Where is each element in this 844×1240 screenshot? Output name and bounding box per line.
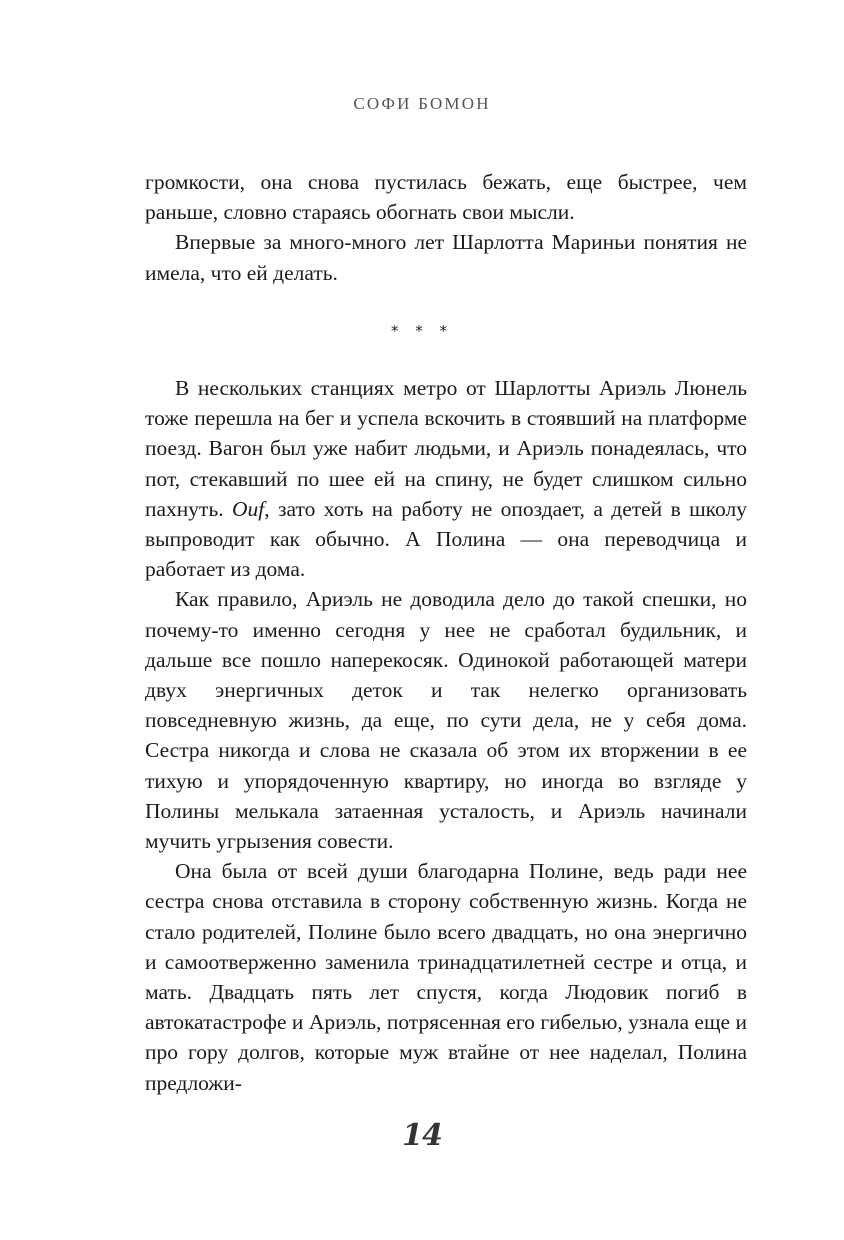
italic-foreign-word: Ouf: [232, 496, 265, 521]
paragraph-text: , зато хоть на работу не опоздает, а детей в школу выпроводит как обычно. А Полина — она переводчица и работает из дома.: [145, 496, 747, 582]
text-section-one: [145, 167, 747, 288]
text-section-two: [145, 373, 747, 1098]
paragraph: [145, 373, 747, 584]
paragraph: Она была от всей души благодарна Полине, ведь ради нее сестра снова отставила в сторону собственную жизнь. Когда не стало родителей, Полине было всего двадцать, но она энергично и самоотверженно заменила тринадцатилетней сестре и отца, и мать. Двадцать пять лет спустя, когда Людовик погиб в автокатастрофе и Ариэль, потрясенная его гибелью, узнала еще и про гору долгов, которые муж втайне от нее наделал, Полина предложи-: [145, 859, 747, 1095]
paragraph: Как правило, Ариэль не доводила дело до такой спешки, но почему-то именно сегодня у нее не сработал будильник, и дальше все пошло наперекосяк. Одинокой работающей матери двух энергичных деток и так нелегко организовать повседневную жизнь, да еще, по сути дела, не у себя дома. Сестра никогда и слова не сказала об этом их вторжении в ее тихую и упорядоченную квартиру, но иногда во взгляде у Полины мелькала затаенная усталость, и Ариэль начинали мучить угрызения совести.: [145, 587, 747, 854]
paragraph: громкости, она снова пустилась бежать, еще быстрее, чем раньше, словно стараясь обогнать свои мысли.: [145, 170, 747, 225]
paragraph: Впервые за много-много лет Шарлотта Мариньи понятия не имела, что ей делать.: [145, 230, 747, 285]
paragraph-text: В нескольких станциях метро от Шарлотты Ариэль Люнель тоже перешла на бег и успела вскочить в стоявший на платформе поезд. Вагон был уже набит людьми, и Ариэль понадеялась, что пот, стекавший по шее ей на спину, не будет слишком сильно пахнуть.: [145, 376, 747, 521]
page-number: 14: [402, 1118, 442, 1153]
running-head: СОФИ БОМОН: [353, 94, 491, 113]
section-divider: * * *: [390, 322, 454, 340]
